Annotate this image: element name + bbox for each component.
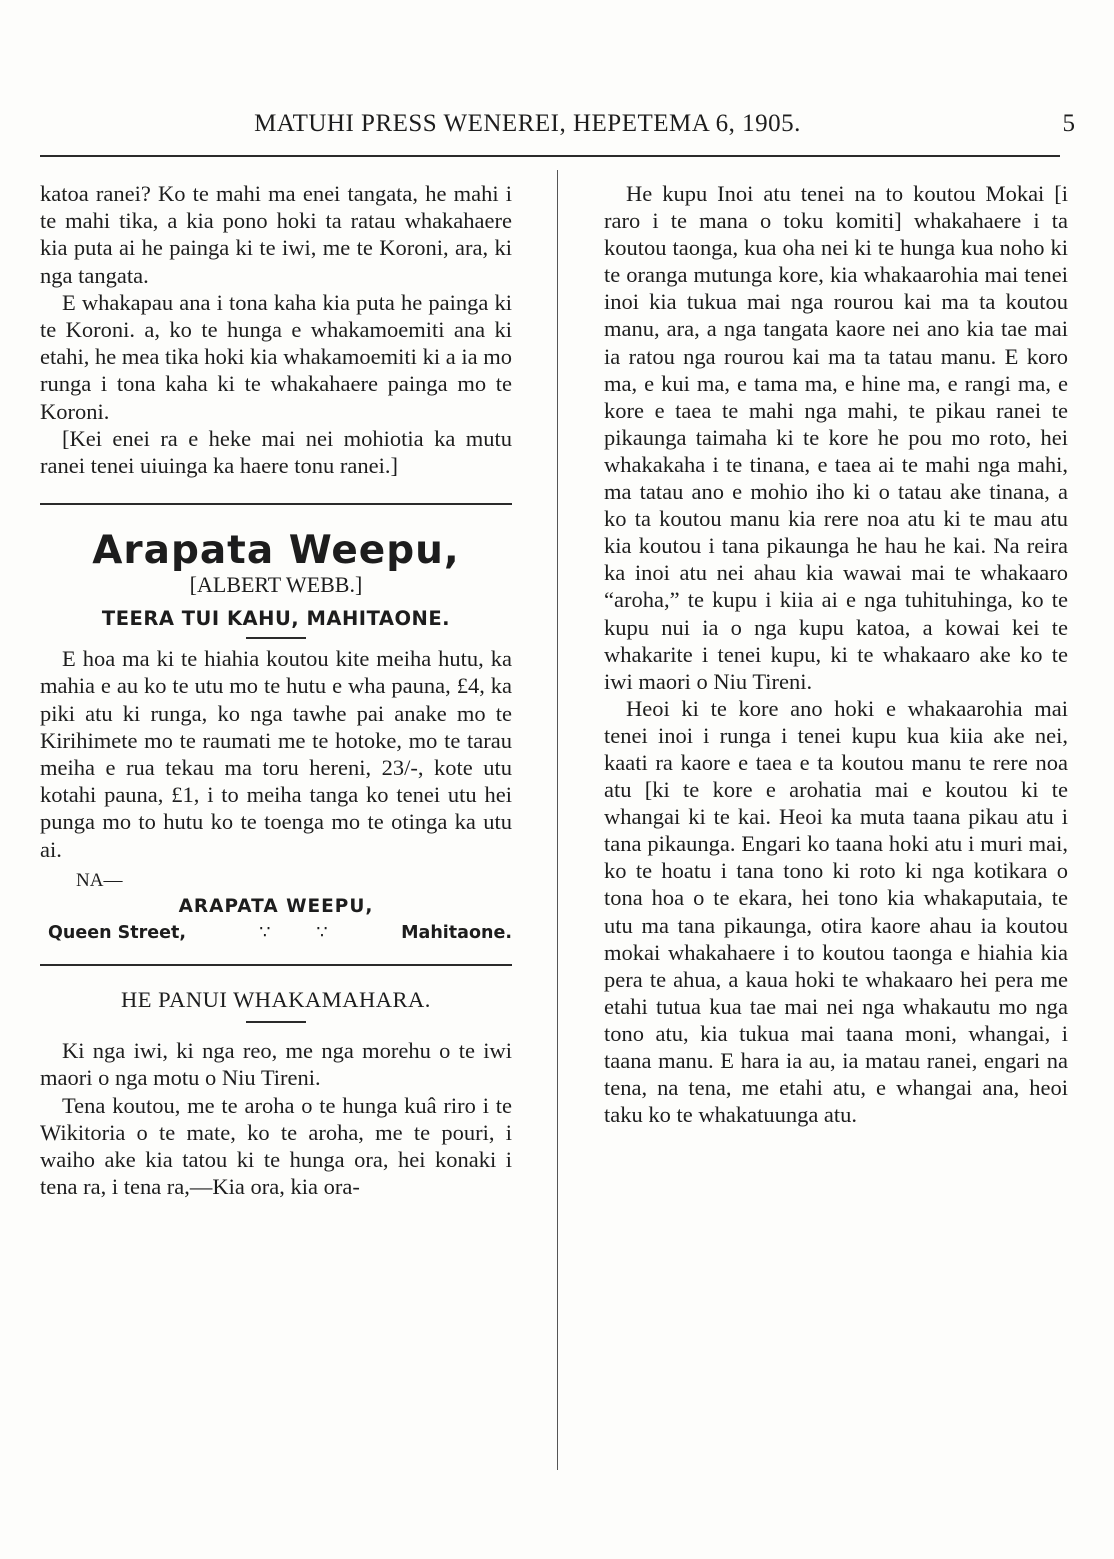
appeal-paragraph: He kupu Inoi atu tenei na to koutou Mokai [i raro i te mana o toku komiti] whakahaere i ta koutou taonga, kua oha nei ki te hunga kua noho ki te oranga mutunga kore, kia whakaarohia mai tenei inoi kia tukua mai nga rourou kai ma ta koutou manu, ara, a nga tangata kaore nei ano kia tae mai ia ratou nga rourou kai ma ta tatau manu. E koro ma, e kui ma, e tama ma, e hine ma, e rangi ma, e kore e taea te mahi nga mahi, te pikau ranei te pikaunga taimaha ki te kore he pou mo roto, hei whakakaha i te tinana, e taea ai te mahi nga mahi, ma tatau ano e mohio iho ki o tatau ake tinana, a ko ta koutou manu kia rere noa atu ki te mau atu kia koutou i tana pikaunga he hau he kai. Na reira ka inoi atu nei ahau kia wawai mai te whakaaro “aroha,” te kupu i kiia ai e nga tuhituhinga, ko te kupu nui ia o nga kupu katoa, a kowai kei te whakarite i tenei kupu, ki te whakaaro ake ko te iwi maori o Niu Tireni. bbox=[604, 181, 1068, 694]
notice-title: HE PANUI WHAKAMAHARA. bbox=[121, 987, 431, 1013]
left-column bbox=[40, 180, 512, 1200]
appeal-paragraph: Heoi ki te kore ano hoki e whakaarohia mai tenei inoi i runga i tenei kupu kua kiia ake nei, kaati ra kaore e taea e ta koutou manu te rere noa atu [ki te kore e arohatia mai e koutou ki te whangai ki te kai. Heoi ka muta taana pikau atu i tana pikaunga. Engari ko taana hoki atu i muri mai, ko te hoatu i tana tono ki roto ki nga kotikara o tona hoa o te ekara, hei tono kia whakaputaia, te utu ma tana pikaunga, otira kaore ahau ia koutou mokai whakahaere i to koutou taonga e hiahia kia pera te ahua, a kaua hoki te whakaaro hei pera me etahi tutua kua tae mai nei nga whakautu mo nga tono atu, kia tukua mai taana moni, whangai, i taana manu. E hara ia au, ia matau ranei, engari na tena, na tena, me etahi atu, e whangai ana, heoi taku ko te whakatuunga atu. bbox=[604, 695, 1068, 1128]
ad-location: TEERA TUI KAHU, MAHITAONE. bbox=[101, 607, 451, 631]
section-rule bbox=[40, 503, 512, 505]
article-paragraph: E whakapau ana i tona kaha kia puta he painga ki te Koroni. a, ko te hunga e whakamoemiti ana ki etahi, he mea tika hoki kia whakamoemiti ki a ia mo runga i tona kaha ki te whakahaere painga mo te Koroni. bbox=[40, 289, 512, 424]
article-editor-note: [Kei enei ra e heke mai nei mohiotia ka mutu ranei tenei uiuinga ka haere tonu ranei.] bbox=[40, 425, 512, 479]
page-header bbox=[40, 110, 1075, 146]
ad-address-row bbox=[40, 920, 512, 946]
notice bbox=[40, 986, 512, 1200]
ad-signature: ARAPATA WEEPU, bbox=[178, 896, 374, 918]
column-divider bbox=[557, 170, 558, 1470]
page-number: 5 bbox=[1062, 110, 1075, 137]
article-continuation-paragraph: katoa ranei? Ko te mahi ma enei tangata, he mahi i te mahi tika, a kia pono hoki ta ratau whakahaere kia puta ai he painga ki te iwi, me te Koroni, ara, ki nga tangata. bbox=[40, 181, 512, 288]
ad-short-rule bbox=[246, 637, 306, 639]
ad-business-name: Arapata Weepu, bbox=[92, 528, 460, 574]
right-column bbox=[604, 180, 1068, 1128]
ad-body-text: E hoa ma ki te hiahia koutou kite meiha hutu, ka mahia e au ko te utu mo te hutu e wha pauna, £4, ka piki atu ki runga, ko nga tawhe pai anake mo te Kirihimete mo te raumati me te hotoke, mo te tarau meiha e rua tekau ma toru hereni, 23/-, kote utu kotahi pauna, £1, i to meiha tanga ko tenei utu hei punga mo to hutu ko te toenga mo te otinga ka utu ai. bbox=[40, 646, 512, 862]
ad-town: Mahitaone. bbox=[401, 923, 512, 944]
newspaper-title: MATUHI PRESS WENEREI, HEPETEMA 6, 1905. bbox=[254, 110, 801, 137]
ad-na-label: NA— bbox=[76, 869, 123, 891]
header-rule bbox=[40, 155, 1060, 157]
notice-paragraph: Ki nga iwi, ki nga reo, me nga morehu o te iwi maori o nga motu o Niu Tireni. bbox=[40, 1038, 512, 1091]
ad-street: Queen Street, bbox=[48, 923, 186, 944]
notice-paragraph: Tena koutou, me te aroha o te hunga kuâ riro i te Wikitoria o te mate, ko te aroha, me te pouri, i waiho ake kia tatou ki te hunga ora, hei konaki i tena ra, i tena ra,—Kia ora, kia ora- bbox=[40, 1092, 512, 1200]
ad-dots-ornament: ∵ ∵ bbox=[259, 922, 348, 944]
notice-short-rule bbox=[246, 1021, 306, 1023]
section-rule bbox=[40, 964, 512, 966]
advertisement bbox=[40, 529, 512, 946]
ad-english-name: [ALBERT WEBB.] bbox=[189, 572, 363, 598]
